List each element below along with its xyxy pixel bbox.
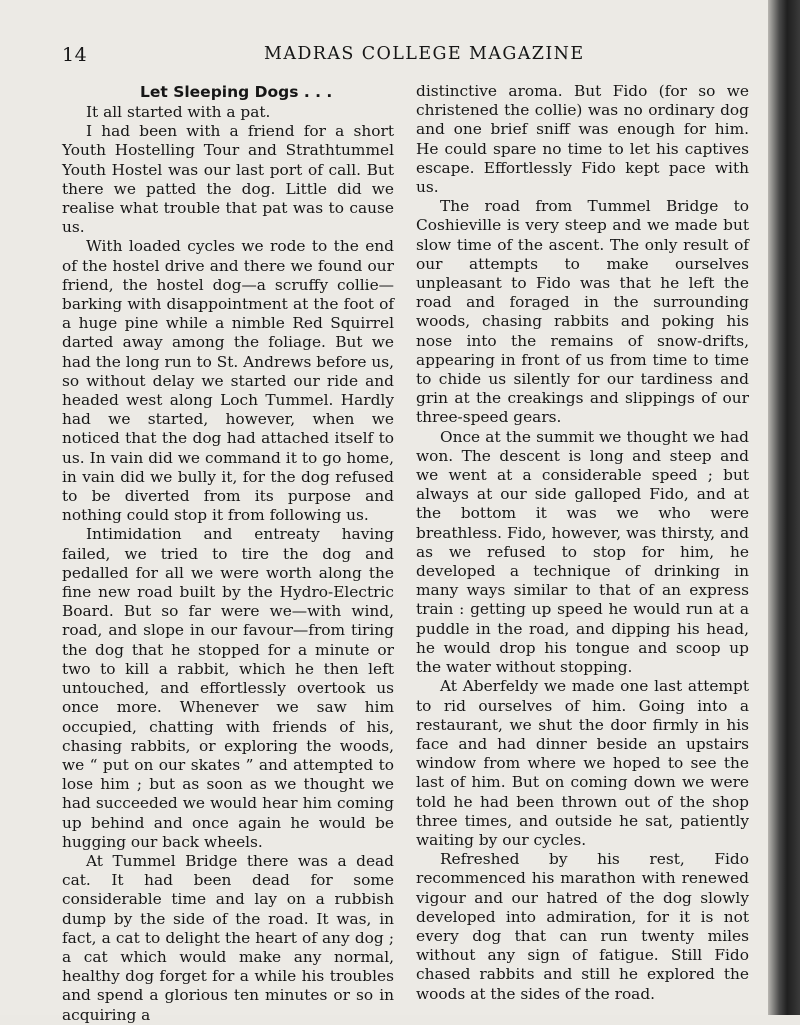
paragraph: Once at the summit we thought we had won. The descent is long and steep and we went at a considerable speed ; but always at our side galloped Fido, and at the bottom it was we who were breathless. Fido, however, was thirsty, and as we refused to stop for him, he developed a technique of drinking in many ways similar to that of an express train : getting up speed he would run at a puddle in the road, and dipping his head, he would drop his tongue and scoop up the water without stopping. (416, 427, 749, 677)
paragraph-continuation: distinctive aroma. But Fido (for so we christened the collie) was no ordinary dog and one brief sniff was enough for him. He could spare no time to let his captives escape. Effortlessly Fido kept pace with us. (416, 82, 749, 197)
article-title: Let Sleeping Dogs . . . (140, 83, 333, 101)
paragraph: The road from Tummel Bridge to Coshieville is very steep and we made but slow time of the ascent. The only result of our attempts to make ourselves unpleasant to Fido was that he left the road and foraged in the surrounding woods, chasing rabbits and poking his nose into the remains of snow-drifts, appearing in front of us from time to time to chide us silently for our tardiness and grin at the creakings and slippings of our three-speed gears. (416, 197, 749, 427)
book-spine-shadow (768, 0, 800, 1015)
page-number: 14 (62, 44, 88, 66)
paragraph: At Aberfeldy we made one last attempt to rid ourselves of him. Going into a restaurant, we shut the door firmly in his face and had dinner beside an upstairs window from where we hoped to see the last of him. But on coming down we were told he had been thrown out of the shop three times, and outside he sat, patiently waiting by our cycles. (416, 677, 749, 849)
paragraph: With loaded cycles we rode to the end of the hostel drive and there we found our friend, the hostel dog—a scruffy collie—barking with disappointment at the foot of a huge pine while a nimble Red Squirrel darted away among the foliage. But we had the long run to St. Andrews before us, so without delay we started our ride and headed west along Loch Tummel. Hardly had we started, however, when we noticed that the dog had attached itself to us. In vain did we command it to go home, in vain did we bully it, for the dog refused to be diverted from its purpose and nothing could stop it from following us. (62, 237, 394, 525)
left-column (62, 82, 394, 1025)
right-column (416, 82, 749, 1004)
paragraph: Intimidation and entreaty having failed, we tried to tire the dog and pedalled for all we were worth along the fine new road built by the Hydro-Electric Board. But so far were we—with wind, road, and slope in our favour—from tiring the dog that he stopped for a minute or two to kill a rabbit, which he then left untouched, and effortlessly overtook us once more. Whenever we saw him occupied, chatting with friends of his, chasing rabbits, or exploring the woods, we “ put on our skates ” and attempted to lose him ; but as soon as we thought we had succeeded we would hear him coming up behind and once again he would be hugging our back wheels. (62, 525, 394, 851)
paragraph: I had been with a friend for a short Youth Hostelling Tour and Strathtummel Youth Hostel was our last port of call. But there we patted the dog. Little did we realise what trouble that pat was to cause us. (62, 122, 394, 237)
paragraph: At Tummel Bridge there was a dead cat. It had been dead for some considerable time and lay on a rubbish dump by the side of the road. It was, in fact, a cat to delight the heart of any dog ; a cat which would make any normal, healthy dog forget for a while his troubles and spend a glorious ten minutes or so in acquiring a (62, 851, 394, 1024)
paragraph: Refreshed by his rest, Fido recommenced his marathon with renewed vigour and our hatred of the dog slowly developed into admiration, for it is not every dog that can run twenty miles without any sign of fatigue. Still Fido chased rabbits and still he explored the woods at the sides of the road. (416, 850, 749, 1003)
paragraph: It all started with a pat. (86, 103, 271, 121)
running-head: MADRAS COLLEGE MAGAZINE (264, 44, 585, 64)
